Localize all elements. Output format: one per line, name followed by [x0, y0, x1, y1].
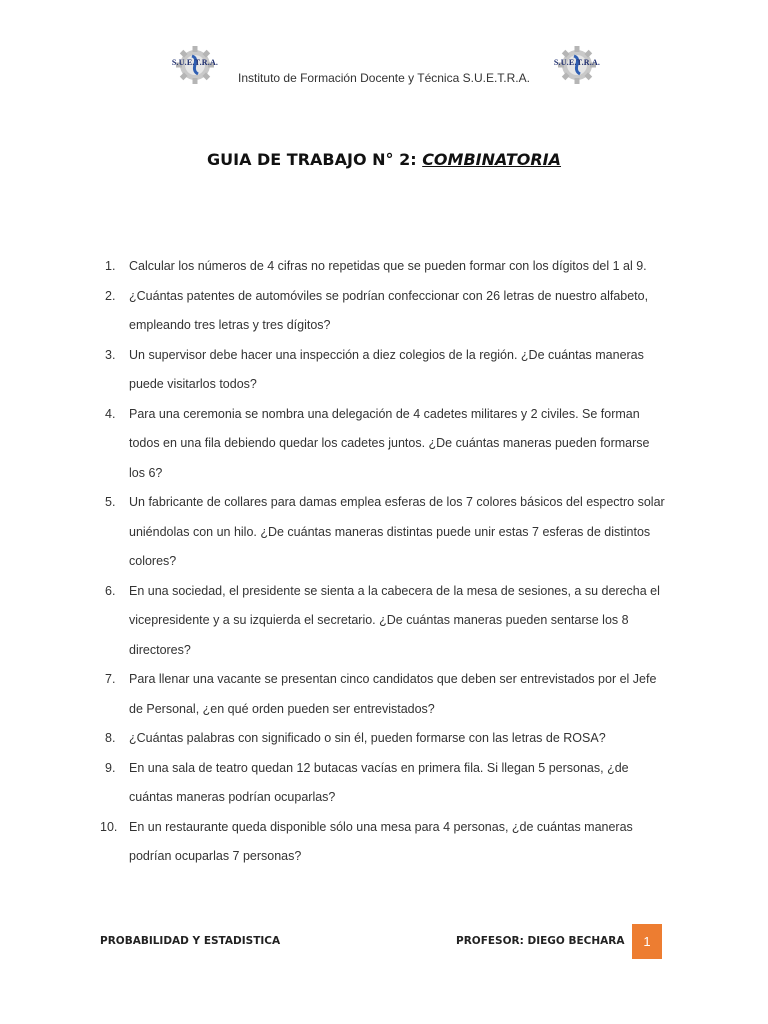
title-prefix: GUIA DE TRABAJO N° 2:: [206, 150, 423, 169]
page-number-badge: 1: [632, 924, 662, 959]
exercise-item: [100, 665, 665, 724]
exercise-item: [100, 813, 665, 872]
exercise-number: 6.: [105, 583, 116, 598]
exercise-number: 8.: [105, 731, 116, 745]
exercise-number: 9.: [105, 760, 116, 775]
exercise-text: Para una ceremonia se nombra una delegación de 4 cadetes militares y 2 civiles. Se forman todos en una fila debiendo quedar los cadetes juntos. ¿De cuántas maneras pueden formarse los 6?: [129, 406, 650, 480]
exercise-item: [100, 724, 665, 754]
exercise-text: Para llenar una vacante se presentan cinco candidatos que deben ser entrevistados por el Jefe de Personal, ¿en qué orden pueden ser entrevistados?: [129, 672, 657, 716]
title-emphasis: COMBINATORIA: [422, 150, 562, 169]
exercise-item: [100, 488, 665, 577]
exercise-text: ¿Cuántas palabras con significado o sin él, pueden formarse con las letras de ROSA?: [129, 731, 606, 745]
exercise-item: [100, 577, 665, 666]
exercise-number: 2.: [105, 288, 116, 303]
exercise-text: En un restaurante queda disponible sólo una mesa para 4 personas, ¿de cuántas maneras podrían ocuparlas 7 personas?: [129, 819, 633, 863]
page-title: [0, 150, 768, 169]
exercise-item: [100, 754, 665, 813]
exercise-number: 4.: [105, 406, 116, 421]
exercise-item: [100, 341, 665, 400]
exercise-text: En una sociedad, el presidente se sienta a la cabecera de la mesa de sesiones, a su derecha el vicepresidente y a su izquierda el secretario. ¿De cuántas maneras pueden sentarse los 8 directores?: [129, 583, 660, 657]
exercise-item: [100, 400, 665, 489]
exercise-text: Un fabricante de collares para damas emplea esferas de los 7 colores básicos del espectro solar uniéndolas con un hilo. ¿De cuántas maneras distintas puede unir estas 7 esferas de distintos colores?: [129, 495, 665, 568]
exercise-number: 3.: [105, 347, 116, 362]
institute-name: Instituto de Formación Docente y Técnica S.U.E.T.R.A.: [238, 71, 530, 85]
footer-teacher: PROFESOR: DIEGO BECHARA: [456, 935, 625, 947]
exercise-item: [100, 282, 665, 341]
exercise-list: [100, 252, 665, 872]
exercise-text: ¿Cuántas patentes de automóviles se podrían confeccionar con 26 letras de nuestro alfabeto, empleando tres letras y tres dígitos?: [129, 288, 649, 332]
footer-subject: PROBABILIDAD Y ESTADISTICA: [100, 935, 281, 947]
logo-text: S.U.E.T.R.A.: [171, 58, 219, 67]
exercise-text: Un supervisor debe hacer una inspección a diez colegios de la región. ¿De cuántas maneras puede visitarlos todos?: [129, 347, 644, 391]
exercise-text: En una sala de teatro quedan 12 butacas vacías en primera fila. Si llegan 5 personas, ¿de cuántas maneras podrían ocuparlas?: [129, 760, 629, 804]
exercise-text: Calcular los números de 4 cifras no repetidas que se pueden formar con los dígitos del 1 al 9.: [129, 259, 647, 273]
logo-text: S.U.E.T.R.A.: [553, 58, 601, 67]
exercise-number: 10.: [100, 819, 118, 834]
exercise-number: 7.: [105, 672, 116, 686]
exercise-item: [100, 252, 665, 282]
exercise-number: 1.: [105, 259, 116, 273]
exercise-number: 5.: [105, 495, 116, 509]
